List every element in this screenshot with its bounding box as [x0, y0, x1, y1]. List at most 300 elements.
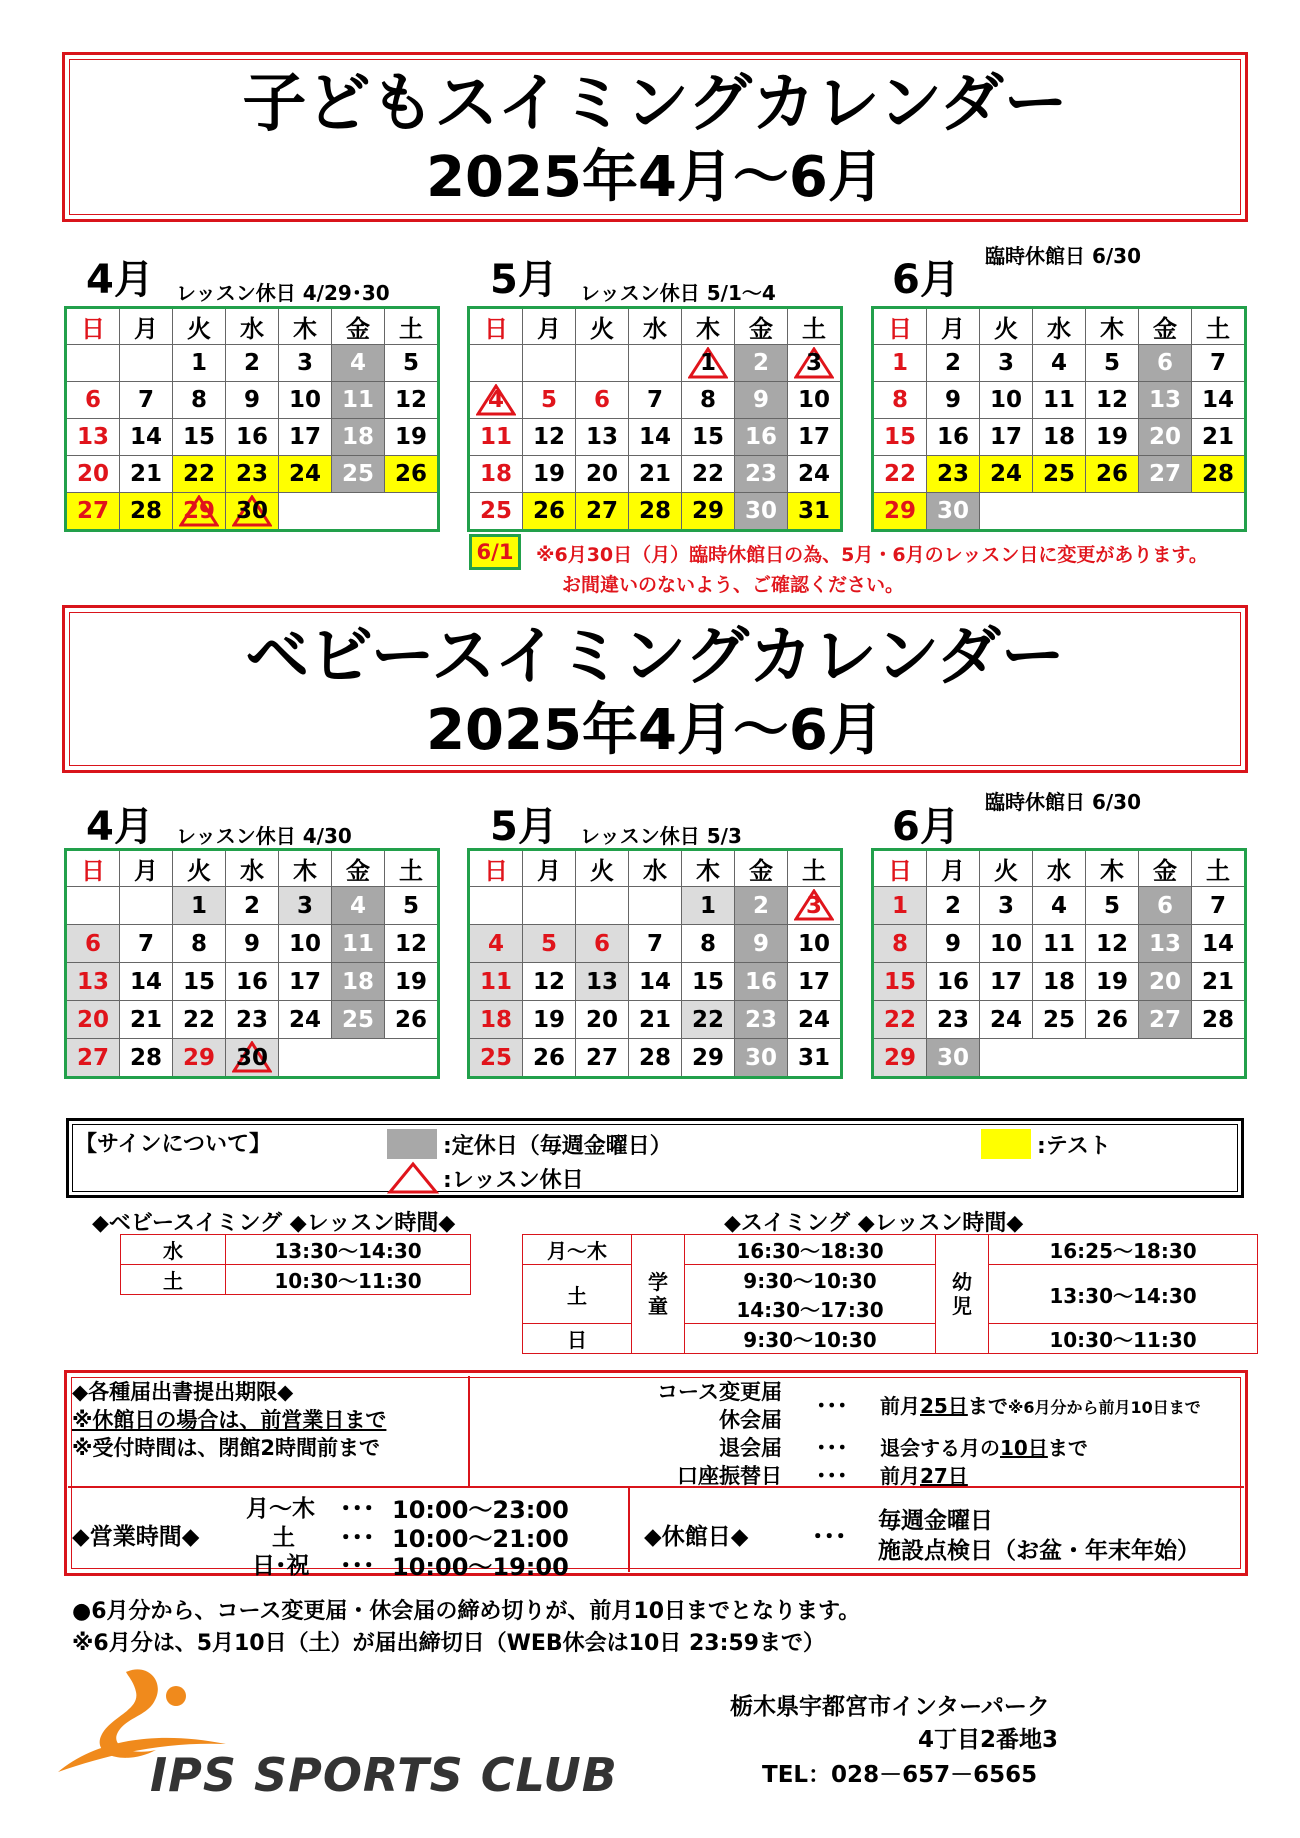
day-number: 25	[341, 1006, 374, 1033]
day-cell	[927, 419, 980, 456]
day-cell	[173, 382, 226, 419]
blank-cell	[1033, 493, 1086, 530]
day-cell	[1192, 963, 1245, 1001]
weekday-header: 土	[1192, 309, 1245, 345]
day-number: 14	[129, 968, 162, 995]
day-cell	[1139, 419, 1192, 456]
day-number: 14	[1201, 930, 1234, 957]
legend-yellow-swatch	[981, 1129, 1031, 1159]
day-cell	[927, 493, 980, 530]
day-cell	[1086, 419, 1139, 456]
day-number: 5	[1103, 892, 1120, 919]
baby-time: 10:30～11:30	[226, 1265, 471, 1295]
day-number: 16	[744, 968, 777, 995]
day-number: 17	[288, 424, 321, 450]
day-number: 7	[646, 930, 663, 957]
day-number: 11	[1042, 930, 1075, 957]
day-cell	[332, 345, 385, 382]
weekday-header: 日	[67, 851, 120, 887]
day-number: 10	[288, 930, 321, 957]
day-cell	[682, 963, 735, 1001]
swim-gakudou-time: 16:30～18:30	[685, 1235, 936, 1265]
kids-title: 子どもスイミングカレンダー	[242, 67, 1068, 141]
day-number: 26	[394, 461, 427, 487]
day-number: 21	[638, 461, 671, 487]
day-cell	[1033, 925, 1086, 963]
day-cell	[279, 419, 332, 456]
forms-note-2: ※受付時間は、閉館2時間前まで	[72, 1436, 381, 1460]
day-cell	[682, 887, 735, 925]
day-number: 18	[1042, 968, 1075, 995]
blank-cell	[523, 345, 576, 382]
swim-times-header: ◆スイミング ◆レッスン時間◆	[724, 1211, 1024, 1236]
day-cell	[332, 382, 385, 419]
day-cell	[1139, 382, 1192, 419]
day-number: 15	[691, 424, 724, 450]
swim-youji-time: 16:25～18:30	[989, 1235, 1258, 1265]
table-row	[523, 1235, 1258, 1265]
day-cell	[927, 963, 980, 1001]
blank-cell	[332, 493, 385, 530]
day-number: 30	[936, 498, 969, 524]
day-cell	[120, 963, 173, 1001]
day-cell	[576, 1001, 629, 1039]
day-number: 2	[243, 892, 260, 919]
day-number: 29	[182, 498, 215, 524]
weekday-header: 木	[682, 851, 735, 887]
day-number: 27	[76, 1044, 109, 1071]
week-row	[470, 925, 841, 963]
day-number: 3	[296, 350, 313, 376]
deadline-text: 前月	[880, 1394, 920, 1418]
day-cell	[576, 963, 629, 1001]
day-number: 28	[129, 498, 162, 524]
day-number: 28	[638, 498, 671, 524]
baby-may-calendar	[469, 850, 841, 1077]
weekday-header-row	[874, 851, 1245, 887]
day-cell	[1086, 382, 1139, 419]
day-number: 22	[883, 461, 916, 487]
form-item-suspend: 休会届	[719, 1408, 782, 1432]
week-row	[67, 456, 438, 493]
day-number: 21	[129, 461, 162, 487]
day-number: 5	[402, 892, 419, 919]
weekday-header: 日	[470, 309, 523, 345]
baby-jun-label: 6月	[892, 804, 960, 850]
day-cell	[523, 1039, 576, 1077]
blank-cell	[629, 887, 682, 925]
day-number: 15	[182, 968, 215, 995]
weekday-header: 木	[279, 851, 332, 887]
day-number: 20	[585, 461, 618, 487]
hours-time: 10:00～23:00	[392, 1496, 569, 1524]
day-number: 4	[349, 350, 366, 376]
day-number: 22	[691, 461, 724, 487]
day-number: 10	[989, 930, 1022, 957]
day-cell	[1192, 1001, 1245, 1039]
form-dots: ･･･	[816, 1394, 848, 1418]
day-number: 23	[235, 1006, 268, 1033]
legend-lesson-off-label: :レッスン休日	[443, 1168, 584, 1193]
kids-may-calendar	[469, 308, 841, 530]
day-cell	[385, 887, 438, 925]
day-cell	[788, 382, 841, 419]
day-number: 2	[243, 350, 260, 376]
day-number: 22	[182, 1006, 215, 1033]
day-cell	[470, 1001, 523, 1039]
day-number: 27	[1148, 461, 1181, 487]
deadline-day: 25日	[920, 1394, 968, 1418]
blank-cell	[1192, 1039, 1245, 1077]
weekday-header: 金	[735, 851, 788, 887]
day-cell	[1139, 1001, 1192, 1039]
day-cell	[927, 456, 980, 493]
day-cell	[332, 456, 385, 493]
youji-text: 幼児	[952, 1270, 972, 1318]
week-row	[470, 1039, 841, 1077]
day-cell	[1192, 345, 1245, 382]
baby-apr-note: レッスン休日 4/30	[176, 824, 352, 848]
day-cell	[332, 1001, 385, 1039]
day-cell	[120, 1001, 173, 1039]
day-number: 7	[1209, 892, 1226, 919]
day-cell	[67, 1001, 120, 1039]
closed-dots: ･･･	[812, 1524, 847, 1550]
legend-title: 【サインについて】	[75, 1132, 272, 1157]
day-cell	[735, 456, 788, 493]
kids-title-box	[62, 52, 1248, 222]
day-cell	[735, 1001, 788, 1039]
week-row	[470, 345, 841, 382]
day-number: 6	[593, 930, 610, 957]
day-cell	[874, 456, 927, 493]
baby-times-table	[120, 1234, 471, 1295]
blank-cell	[470, 887, 523, 925]
day-number: 24	[288, 461, 321, 487]
week-row	[470, 419, 841, 456]
day-number: 3	[997, 350, 1014, 376]
day-cell	[682, 382, 735, 419]
weekday-header: 水	[226, 851, 279, 887]
hours-dots: ･･･	[340, 1496, 375, 1522]
weekday-header: 水	[1033, 309, 1086, 345]
day-number: 2	[752, 350, 769, 376]
day-cell	[735, 1039, 788, 1077]
weekday-header: 月	[523, 309, 576, 345]
day-cell	[279, 887, 332, 925]
kids-jun-note: 臨時休館日 6/30	[985, 244, 1142, 268]
day-number: 25	[341, 461, 374, 487]
day-number: 1	[699, 350, 716, 376]
blank-cell	[67, 887, 120, 925]
day-number: 1	[891, 350, 908, 376]
deadline-small: ※6月分から前月10日まで	[1007, 1398, 1201, 1417]
day-number: 9	[752, 387, 769, 413]
week-row	[67, 963, 438, 1001]
day-number: 29	[691, 1044, 724, 1071]
day-number: 8	[891, 930, 908, 957]
day-number: 17	[797, 968, 830, 995]
day-number: 9	[752, 930, 769, 957]
day-cell	[67, 419, 120, 456]
baby-june-calendar	[873, 850, 1245, 1077]
weekday-header: 日	[470, 851, 523, 887]
day-number: 23	[936, 461, 969, 487]
day-cell	[927, 345, 980, 382]
table-row	[121, 1265, 471, 1295]
day-number: 1	[699, 892, 716, 919]
swim-day: 土	[523, 1265, 632, 1324]
day-cell	[682, 345, 735, 382]
day-cell	[523, 493, 576, 530]
day-number: 13	[76, 968, 109, 995]
baby-may-note: レッスン休日 5/3	[580, 824, 742, 848]
baby-title-box	[62, 605, 1248, 773]
day-cell	[788, 1039, 841, 1077]
day-cell	[1192, 382, 1245, 419]
day-cell	[735, 345, 788, 382]
day-number: 8	[699, 387, 716, 413]
kids-jun-label: 6月	[892, 257, 960, 303]
day-number: 9	[944, 930, 961, 957]
day-number: 4	[487, 930, 504, 957]
weekday-header: 月	[120, 309, 173, 345]
day-cell	[173, 345, 226, 382]
weekday-header: 金	[332, 309, 385, 345]
hours-day: 月～木	[246, 1496, 315, 1522]
deadline-text: まで	[967, 1394, 1008, 1418]
day-cell	[682, 1039, 735, 1077]
day-cell	[470, 963, 523, 1001]
day-number: 5	[402, 350, 419, 376]
day-number: 21	[129, 1006, 162, 1033]
day-cell	[980, 963, 1033, 1001]
day-number: 6	[84, 387, 101, 413]
weekday-header: 月	[927, 851, 980, 887]
blank-cell	[385, 493, 438, 530]
week-row	[874, 1039, 1245, 1077]
day-number: 30	[936, 1044, 969, 1071]
day-number: 12	[394, 930, 427, 957]
weekday-header: 日	[67, 309, 120, 345]
day-number: 27	[1148, 1006, 1181, 1033]
day-cell	[576, 419, 629, 456]
kids-april-calendar	[66, 308, 438, 530]
day-cell	[788, 345, 841, 382]
hours-dots: ･･･	[340, 1553, 375, 1579]
kids-notice-2: お間違いのないよう、ご確認ください。	[562, 574, 905, 596]
day-number: 26	[394, 1006, 427, 1033]
day-cell	[1033, 382, 1086, 419]
week-row	[470, 1001, 841, 1039]
week-row	[67, 382, 438, 419]
kids-apr-note: レッスン休日 4/29･30	[176, 281, 390, 305]
day-cell	[927, 887, 980, 925]
day-cell	[629, 419, 682, 456]
forms-hours-divider	[68, 1486, 1244, 1488]
day-cell	[120, 493, 173, 530]
day-cell	[226, 382, 279, 419]
weekday-header: 水	[629, 309, 682, 345]
day-cell	[788, 456, 841, 493]
day-number: 11	[341, 387, 374, 413]
day-cell	[385, 963, 438, 1001]
weekday-header: 月	[927, 309, 980, 345]
day-number: 16	[235, 424, 268, 450]
legend-closed-label: :定休日（毎週金曜日）	[443, 1134, 672, 1159]
weekday-header: 金	[735, 309, 788, 345]
day-cell	[523, 1001, 576, 1039]
day-number: 23	[744, 1006, 777, 1033]
day-number: 28	[1201, 1006, 1234, 1033]
day-cell	[1033, 887, 1086, 925]
youji-label	[936, 1235, 989, 1354]
day-number: 3	[805, 350, 822, 376]
day-number: 5	[540, 930, 557, 957]
baby-title: ベビースイミングカレンダー	[245, 620, 1065, 694]
baby-april-calendar	[66, 850, 438, 1077]
day-cell	[279, 345, 332, 382]
day-number: 1	[190, 350, 207, 376]
blank-cell	[385, 1039, 438, 1077]
day-number: 19	[532, 461, 565, 487]
day-cell	[470, 382, 523, 419]
club-address-2: 4丁目2番地3	[918, 1727, 1059, 1753]
day-number: 15	[691, 968, 724, 995]
day-cell	[173, 493, 226, 530]
weekday-header-row	[470, 851, 841, 887]
day-cell	[927, 382, 980, 419]
day-number: 20	[76, 1006, 109, 1033]
weekday-header: 火	[980, 309, 1033, 345]
day-number: 29	[883, 1044, 916, 1071]
day-number: 26	[1095, 1006, 1128, 1033]
day-number: 29	[883, 498, 916, 524]
week-row	[470, 493, 841, 530]
day-cell	[576, 382, 629, 419]
day-cell	[1139, 963, 1192, 1001]
day-number: 18	[341, 968, 374, 995]
day-number: 21	[638, 1006, 671, 1033]
day-number: 7	[137, 387, 154, 413]
day-number: 15	[883, 968, 916, 995]
day-number: 2	[944, 350, 961, 376]
blank-cell	[576, 887, 629, 925]
day-cell	[332, 925, 385, 963]
day-number: 7	[646, 387, 663, 413]
day-number: 13	[1148, 387, 1181, 413]
blank-cell	[980, 493, 1033, 530]
day-number: 13	[585, 424, 618, 450]
day-number: 22	[883, 1006, 916, 1033]
blank-cell	[1033, 1039, 1086, 1077]
weekday-header: 土	[788, 851, 841, 887]
day-cell	[226, 493, 279, 530]
day-cell	[1033, 456, 1086, 493]
day-cell	[1139, 456, 1192, 493]
day-cell	[735, 925, 788, 963]
day-number: 4	[1050, 892, 1067, 919]
day-cell	[226, 456, 279, 493]
day-cell	[226, 963, 279, 1001]
day-cell	[120, 419, 173, 456]
day-number: 2	[944, 892, 961, 919]
day-cell	[226, 925, 279, 963]
day-number: 21	[1201, 424, 1234, 450]
hours-time: 10:00～19:00	[392, 1553, 569, 1581]
day-number: 29	[182, 1044, 215, 1071]
day-number: 16	[744, 424, 777, 450]
day-cell	[1139, 345, 1192, 382]
week-row	[67, 493, 438, 530]
baby-day: 水	[121, 1235, 226, 1265]
day-cell	[788, 963, 841, 1001]
day-number: 25	[1042, 461, 1075, 487]
blank-cell	[1192, 493, 1245, 530]
day-number: 3	[805, 892, 822, 919]
day-cell	[874, 345, 927, 382]
day-cell	[980, 419, 1033, 456]
gakudou-text: 学童	[648, 1270, 668, 1318]
day-number: 14	[1201, 387, 1234, 413]
day-number: 10	[797, 930, 830, 957]
day-number: 9	[944, 387, 961, 413]
day-cell	[874, 925, 927, 963]
day-cell	[629, 382, 682, 419]
day-cell	[279, 963, 332, 1001]
day-number: 11	[1042, 387, 1075, 413]
day-number: 12	[532, 968, 565, 995]
weekday-header: 木	[1086, 851, 1139, 887]
day-number: 12	[1095, 387, 1128, 413]
day-cell	[874, 419, 927, 456]
blank-cell	[120, 887, 173, 925]
day-cell	[173, 1039, 226, 1077]
day-cell	[120, 1039, 173, 1077]
swim-day: 日	[523, 1324, 632, 1354]
day-cell	[682, 925, 735, 963]
day-cell	[735, 493, 788, 530]
day-cell	[226, 419, 279, 456]
day-cell	[874, 963, 927, 1001]
day-cell	[470, 493, 523, 530]
day-cell	[67, 493, 120, 530]
day-number: 21	[1201, 968, 1234, 995]
blank-cell	[120, 345, 173, 382]
day-cell	[576, 456, 629, 493]
day-number: 31	[797, 1044, 830, 1071]
day-cell	[980, 925, 1033, 963]
baby-subtitle: 2025年4月～6月	[426, 698, 884, 763]
form-dots: ･･･	[816, 1464, 848, 1488]
form-deadline-debit	[880, 1460, 968, 1489]
day-number: 11	[479, 968, 512, 995]
gakudou-label	[632, 1235, 685, 1354]
day-cell	[470, 456, 523, 493]
day-number: 8	[699, 930, 716, 957]
swim-youji-time: 13:30～14:30	[989, 1265, 1258, 1324]
day-cell	[874, 1001, 927, 1039]
day-cell	[1086, 963, 1139, 1001]
day-number: 12	[532, 424, 565, 450]
day-cell	[385, 925, 438, 963]
day-cell	[735, 382, 788, 419]
legend-test-label: :テスト	[1037, 1134, 1111, 1159]
weekday-header: 火	[173, 309, 226, 345]
day-number: 20	[585, 1006, 618, 1033]
weekday-header: 水	[629, 851, 682, 887]
day-cell	[629, 963, 682, 1001]
